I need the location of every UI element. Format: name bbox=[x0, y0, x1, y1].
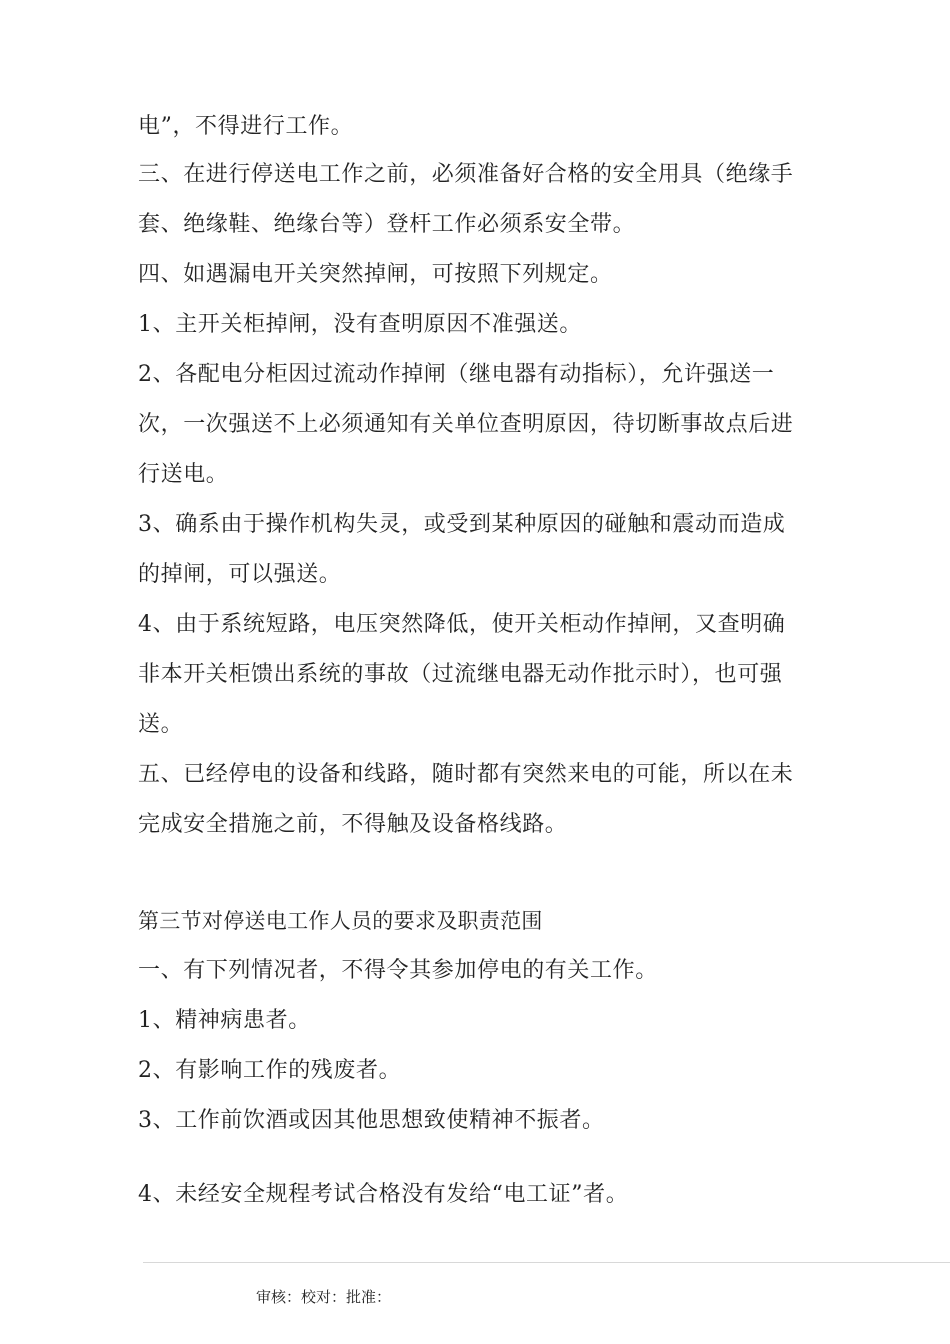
paragraph-line: 三、在进行停送电工作之前，必须准备好合格的安全用具（绝缘手 bbox=[138, 162, 794, 187]
paragraph-line: 一、有下列情况者，不得令其参加停电的有关工作。 bbox=[138, 958, 658, 983]
paragraph-line: 套、绝缘鞋、绝缘台等）登杆工作必须系安全带。 bbox=[138, 212, 636, 237]
footer-divider bbox=[143, 1262, 950, 1263]
paragraph-line: 4、未经安全规程考试合格没有发给“电工证”者。 bbox=[138, 1182, 629, 1207]
paragraph-line: 完成安全措施之前，不得触及设备格线路。 bbox=[138, 812, 568, 837]
paragraph-line: 4、由于系统短路，电压突然降低，使开关柜动作掉闸，又查明确 bbox=[138, 612, 786, 637]
footer-approval-text: 审核：校对：批准： bbox=[256, 1288, 392, 1306]
paragraph-line: 3、工作前饮酒或因其他思想致使精神不振者。 bbox=[138, 1108, 605, 1133]
paragraph-line: 四、如遇漏电开关突然掉闸，可按照下列规定。 bbox=[138, 262, 613, 287]
paragraph-line: 次，一次强送不上必须通知有关单位查明原因，待切断事故点后进 bbox=[138, 412, 794, 437]
paragraph-line: 行送电。 bbox=[138, 462, 229, 487]
paragraph-line: 1、精神病患者。 bbox=[138, 1008, 311, 1033]
paragraph-line: 3、确系由于操作机构失灵，或受到某种原因的碰触和震动而造成 bbox=[138, 512, 786, 537]
paragraph-line: 1、主开关柜掉闸，没有查明原因不准强送。 bbox=[138, 312, 582, 337]
paragraph-line: 非本开关柜馈出系统的事故（过流继电器无动作批示时），也可强 bbox=[138, 662, 783, 687]
paragraph-line: 五、已经停电的设备和线路，随时都有突然来电的可能，所以在未 bbox=[138, 762, 794, 787]
paragraph-line: 2、各配电分柜因过流动作掉闸（继电器有动指标），允许强送一 bbox=[138, 362, 775, 387]
paragraph-line: 2、有影响工作的残废者。 bbox=[138, 1058, 402, 1083]
section-heading: 第三节对停送电工作人员的要求及职责范围 bbox=[138, 909, 543, 933]
paragraph-line: 送。 bbox=[138, 712, 184, 737]
paragraph-line: 电”，不得进行工作。 bbox=[138, 114, 354, 139]
paragraph-line: 的掉闸，可以强送。 bbox=[138, 562, 342, 587]
